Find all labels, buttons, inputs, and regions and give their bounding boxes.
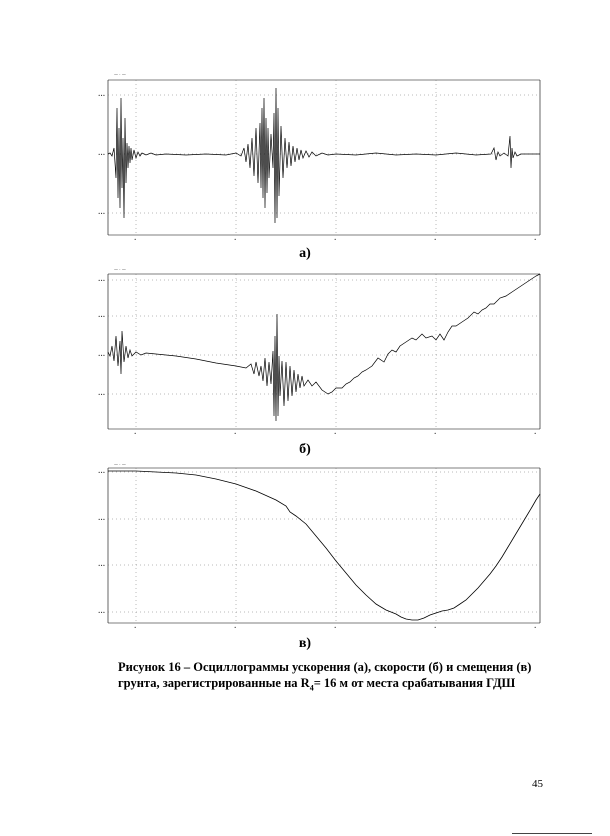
svg-text:— · —: — · — — [114, 462, 126, 467]
svg-text:•: • — [534, 237, 537, 242]
svg-text:•: • — [334, 431, 337, 436]
svg-text:•: • — [534, 625, 537, 630]
svg-text:•••: ••• — [98, 563, 106, 568]
svg-text:•: • — [434, 237, 437, 242]
svg-text:•••: ••• — [98, 353, 106, 358]
panel-label-c: в) — [298, 636, 312, 651]
svg-text:•••: ••• — [98, 517, 106, 522]
velocity-trace — [108, 274, 540, 421]
caption-text-end: = 16 м от места срабатывания ГДШ — [313, 676, 516, 690]
svg-text:•••: ••• — [98, 470, 106, 475]
svg-text:•••: ••• — [98, 152, 106, 157]
footer-rule — [512, 833, 592, 834]
acceleration-trace — [108, 88, 540, 223]
panel-label-b: б) — [299, 442, 311, 457]
svg-text:— · —: — · — — [114, 72, 126, 77]
displacement-plot — [96, 462, 546, 632]
oscillogram-displacement — [96, 462, 546, 632]
acceleration-plot — [96, 68, 546, 243]
svg-text:•: • — [234, 625, 237, 630]
caption-subscript: 4 — [309, 683, 314, 693]
svg-text:•: • — [434, 625, 437, 630]
svg-text:•••: ••• — [98, 392, 106, 397]
svg-text:•: • — [134, 237, 137, 242]
svg-text:•: • — [134, 431, 137, 436]
displacement-trace — [108, 471, 540, 620]
svg-text:•: • — [234, 237, 237, 242]
svg-text:•: • — [234, 431, 237, 436]
page-number: 45 — [532, 778, 543, 790]
velocity-plot — [96, 266, 546, 438]
panel-label-a: а) — [299, 246, 311, 261]
oscillogram-acceleration — [96, 68, 546, 243]
svg-text:•••: ••• — [98, 278, 106, 283]
svg-text:— · —: — · — — [114, 267, 126, 272]
svg-text:•: • — [134, 625, 137, 630]
svg-text:•: • — [334, 237, 337, 242]
caption-text: Рисунок 16 – Осциллограммы ускорения (а), скорости (б) и смещения (в) грунта, зарегистрированные на R — [118, 660, 532, 690]
svg-text:•: • — [334, 625, 337, 630]
figure-caption — [118, 659, 538, 697]
svg-text:•: • — [434, 431, 437, 436]
svg-text:•••: ••• — [98, 211, 106, 216]
svg-text:•••: ••• — [98, 610, 106, 615]
svg-text:•••: ••• — [98, 314, 106, 319]
oscillogram-velocity — [96, 266, 546, 438]
svg-text:•: • — [534, 431, 537, 436]
svg-text:•••: ••• — [98, 93, 106, 98]
